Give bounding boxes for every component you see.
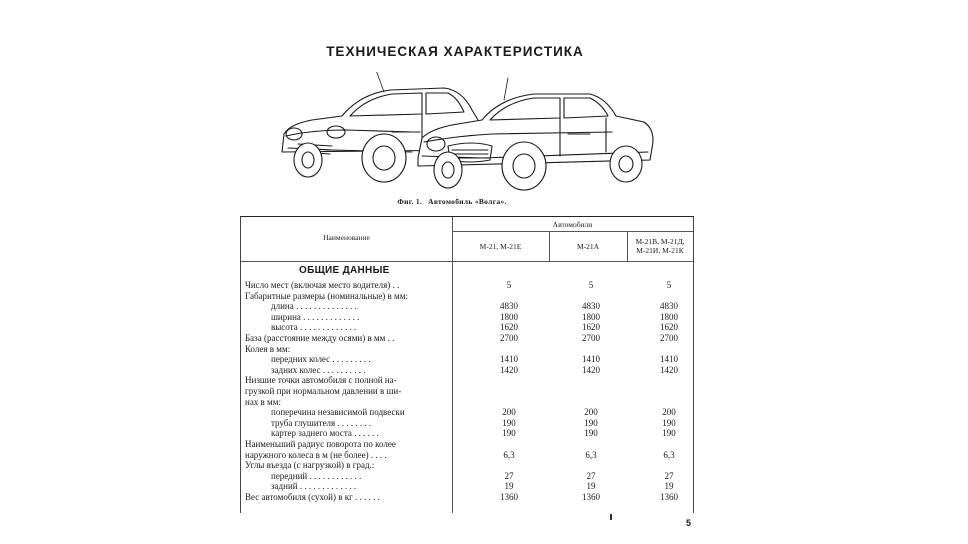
table-row bbox=[241, 460, 693, 471]
table-row bbox=[241, 280, 693, 291]
row-value-v2: 5 bbox=[588, 280, 594, 290]
row-value-v1: 2700 bbox=[500, 333, 518, 343]
row-value-v3: 19 bbox=[664, 481, 674, 492]
table-row bbox=[241, 450, 693, 461]
row-value-v3: 1410 bbox=[660, 354, 678, 365]
row-value-v2: 4830 bbox=[582, 301, 600, 312]
row-value-v1: 1360 bbox=[500, 492, 518, 502]
table-row bbox=[241, 301, 693, 312]
row-value-v3: 27 bbox=[664, 470, 674, 481]
row-label: поперечина независимой подвески bbox=[271, 407, 405, 418]
table-row bbox=[241, 418, 693, 429]
table-row bbox=[241, 354, 693, 365]
row-value-v2: 1800 bbox=[582, 311, 600, 322]
row-value-v1: 1800 bbox=[500, 311, 518, 322]
row-value-v1: 190 bbox=[502, 428, 516, 439]
page-number: 5 bbox=[686, 518, 692, 528]
row-label: Колея в мм: bbox=[245, 343, 291, 354]
row-label: Углы въезда (с нагрузкой) в град.: bbox=[245, 460, 375, 471]
table-row bbox=[241, 407, 693, 418]
row-label: Вес автомобиля (сухой) в кг . . . . . . bbox=[245, 492, 380, 502]
header-name: Наименование bbox=[323, 233, 370, 242]
row-value-v3: 190 bbox=[662, 428, 676, 439]
row-value-v1: 19 bbox=[504, 481, 514, 492]
row-value-v3: 1800 bbox=[660, 311, 678, 322]
row-label: Число мест (включая место водителя) . . bbox=[245, 280, 400, 290]
header-col2: М-21А bbox=[576, 242, 600, 251]
row-value-v2: 19 bbox=[586, 481, 596, 492]
row-value-v2: 1620 bbox=[582, 322, 600, 333]
header-col1: М-21, М-21Е bbox=[479, 242, 522, 251]
row-label: Низшие точки автомобиля с полной на- bbox=[245, 375, 397, 386]
row-label: наружного колеса в м (не более) . . . . bbox=[245, 449, 387, 460]
row-label: картер заднего моста . . . . . . bbox=[271, 428, 379, 439]
row-label: передних колес . . . . . . . . . bbox=[271, 354, 371, 365]
row-label: передний . . . . . . . . . . . . bbox=[271, 470, 362, 481]
row-value-v3: 190 bbox=[662, 417, 676, 428]
row-value-v2: 200 bbox=[584, 407, 598, 418]
row-value-v1: 1420 bbox=[500, 364, 518, 375]
row-value-v2: 190 bbox=[584, 428, 598, 439]
header-rule bbox=[452, 231, 693, 232]
row-value-v2: 1360 bbox=[582, 492, 600, 502]
table-row bbox=[241, 333, 693, 344]
table-row bbox=[241, 312, 693, 323]
row-value-v2: 1420 bbox=[582, 364, 600, 375]
table-row bbox=[241, 428, 693, 439]
table-row bbox=[241, 386, 693, 397]
row-value-v2: 190 bbox=[584, 417, 598, 428]
figure-caption-text: Автомобиль «Волга». bbox=[428, 197, 507, 206]
row-value-v1: 4830 bbox=[500, 301, 518, 312]
row-value-v1: 27 bbox=[504, 470, 514, 481]
row-value-v2: 27 bbox=[586, 470, 596, 481]
row-value-v1: 5 bbox=[506, 280, 512, 290]
row-value-v3: 5 bbox=[666, 280, 672, 290]
row-label: нах в мм: bbox=[245, 396, 281, 407]
row-label: Габаритные размеры (номинальные) в мм: bbox=[245, 290, 408, 301]
row-value-v3: 6,3 bbox=[663, 449, 675, 460]
table-row bbox=[241, 365, 693, 376]
row-label: высота . . . . . . . . . . . . . bbox=[271, 322, 357, 333]
page-title: ТЕХНИЧЕСКАЯ ХАРАКТЕРИСТИКА bbox=[326, 44, 584, 59]
header-bottom-rule bbox=[241, 261, 693, 262]
row-value-v2: 1410 bbox=[582, 354, 600, 365]
row-value-v1: 190 bbox=[502, 417, 516, 428]
table-row bbox=[241, 471, 693, 482]
table-row bbox=[241, 322, 693, 333]
row-value-v1: 6,3 bbox=[503, 449, 515, 460]
table-row bbox=[241, 492, 693, 503]
header-group: Автомобили bbox=[552, 220, 593, 229]
row-label: труба глушителя . . . . . . . . bbox=[271, 417, 372, 428]
header-col3-line1: М-21В, М-21Д, bbox=[635, 237, 685, 246]
figure-number: Фиг. 1. bbox=[397, 197, 423, 206]
row-value-v3: 200 bbox=[662, 407, 676, 418]
row-value-v3: 2700 bbox=[660, 333, 678, 343]
row-label: Наименьший радиус поворота по колее bbox=[245, 439, 396, 449]
header-col3-line2: М-21И, М-21К bbox=[636, 246, 684, 255]
table-row bbox=[241, 291, 693, 302]
page-mark bbox=[610, 514, 612, 520]
figure-caption bbox=[206, 197, 704, 206]
specifications-table bbox=[240, 216, 694, 513]
row-value-v3: 4830 bbox=[660, 301, 678, 312]
header-col3 bbox=[627, 237, 693, 255]
table-row bbox=[241, 481, 693, 492]
row-label: длина . . . . . . . . . . . . . . bbox=[271, 301, 357, 312]
row-label: ширина . . . . . . . . . . . . . bbox=[271, 311, 360, 322]
row-label: задний . . . . . . . . . . . . . bbox=[271, 481, 357, 492]
row-value-v1: 1620 bbox=[500, 322, 518, 333]
row-label: грузкой при нормальном давлении в ши- bbox=[245, 386, 402, 396]
table-row bbox=[241, 375, 693, 386]
table-row bbox=[241, 344, 693, 355]
row-value-v3: 1420 bbox=[660, 364, 678, 375]
table-row bbox=[241, 397, 693, 408]
document-page bbox=[206, 0, 704, 544]
row-value-v2: 6,3 bbox=[585, 449, 597, 460]
row-value-v3: 1620 bbox=[660, 322, 678, 333]
volga-cars-illustration bbox=[272, 72, 658, 194]
section-heading: ОБЩИЕ ДАННЫЕ bbox=[299, 265, 390, 276]
row-label: задних колес . . . . . . . . . . bbox=[271, 364, 366, 375]
row-label: База (расстояние между осями) в мм . . bbox=[245, 333, 395, 343]
row-value-v2: 2700 bbox=[582, 333, 600, 343]
row-value-v3: 1360 bbox=[660, 492, 678, 502]
table-row bbox=[241, 439, 693, 450]
row-value-v1: 200 bbox=[502, 407, 516, 418]
row-value-v1: 1410 bbox=[500, 354, 518, 365]
